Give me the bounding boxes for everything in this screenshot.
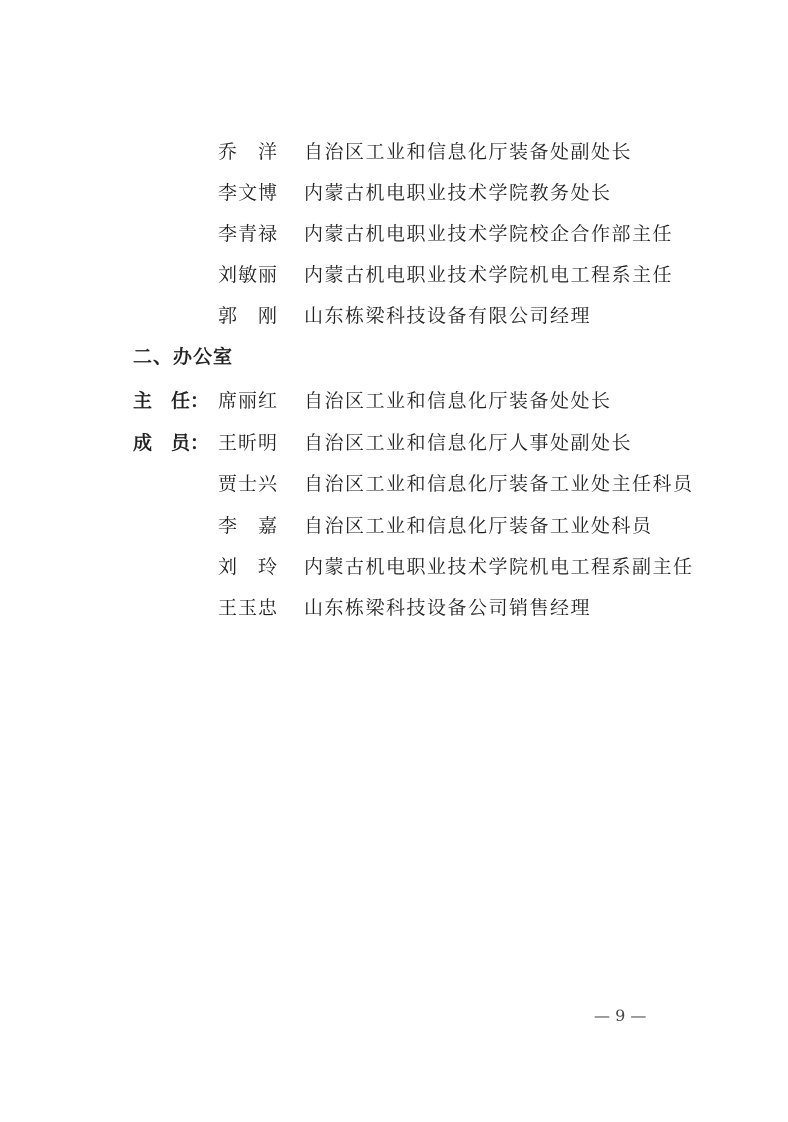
member-title: 内蒙古机电职业技术学院教务处长: [304, 182, 612, 204]
member-title: 内蒙古机电职业技术学院校企合作部主任: [304, 223, 674, 245]
director-row: [0, 386, 788, 416]
member-row: [0, 178, 788, 208]
member-name: 刘敏丽: [218, 264, 279, 286]
member-title: 自治区工业和信息化厅装备工业处科员: [304, 515, 653, 537]
member-title: 自治区工业和信息化厅人事处副处长: [304, 432, 633, 454]
member-row: [0, 137, 788, 167]
director-title: 自治区工业和信息化厅装备处处长: [304, 390, 612, 412]
office-member-row: [0, 593, 788, 623]
page-number: — 9 —: [594, 1006, 647, 1025]
members-role-label: 成 员：: [133, 432, 210, 454]
member-name: 李文博: [218, 182, 279, 204]
office-member-row: [0, 428, 788, 458]
director-role-label: 主 任：: [133, 390, 210, 412]
member-name: 乔 洋: [218, 141, 279, 163]
member-name: 王玉忠: [218, 597, 279, 619]
section-heading-office: 二、办公室: [133, 346, 234, 368]
member-name: 贾士兴: [218, 473, 279, 495]
member-name: 刘 玲: [218, 556, 279, 578]
member-name: 王昕明: [218, 432, 279, 454]
member-name: 李 嘉: [218, 515, 279, 537]
director-name: 席丽红: [218, 390, 279, 412]
office-member-row: [0, 511, 788, 541]
member-title: 内蒙古机电职业技术学院机电工程系副主任: [304, 556, 694, 578]
member-title: 山东栋梁科技设备有限公司经理: [304, 305, 592, 327]
member-row: [0, 219, 788, 249]
member-title: 山东栋梁科技设备公司销售经理: [304, 597, 592, 619]
office-member-row: [0, 469, 788, 499]
office-member-row: [0, 552, 788, 582]
member-title: 自治区工业和信息化厅装备处副处长: [304, 141, 633, 163]
member-name: 李青禄: [218, 223, 279, 245]
member-title: 自治区工业和信息化厅装备工业处主任科员: [304, 473, 694, 495]
member-title: 内蒙古机电职业技术学院机电工程系主任: [304, 264, 674, 286]
member-name: 郭 刚: [218, 305, 279, 327]
member-row: [0, 301, 788, 331]
member-row: [0, 260, 788, 290]
